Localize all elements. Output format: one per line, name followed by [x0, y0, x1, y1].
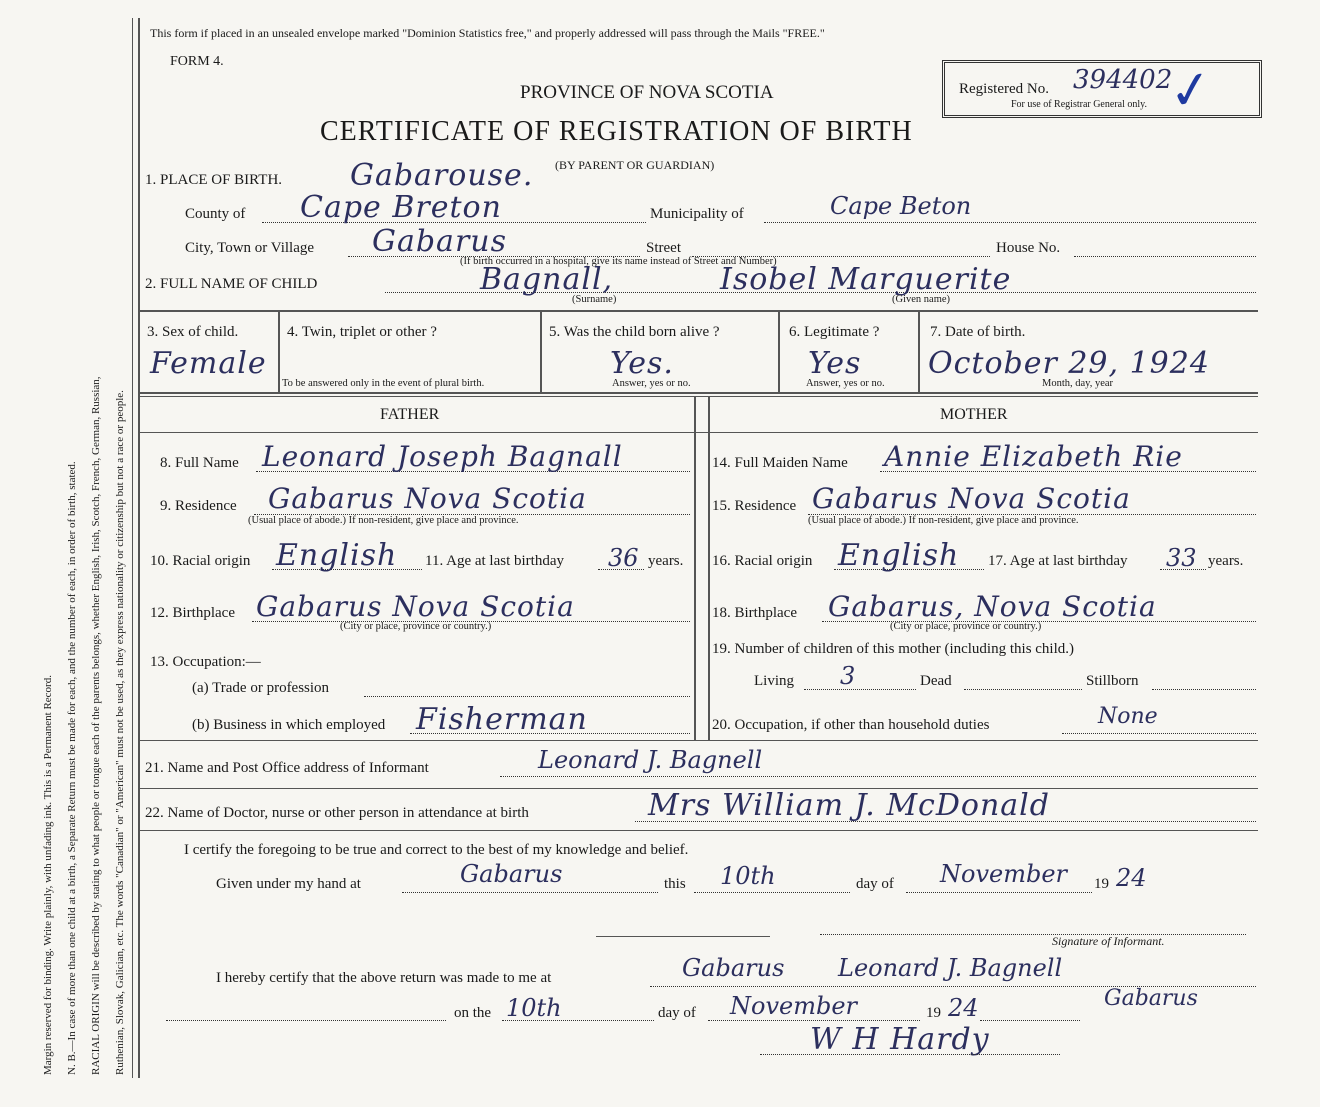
father-racial-label: 10. Racial origin — [150, 553, 251, 569]
given-name-note: (Given name) — [892, 294, 951, 305]
municipality-value: Cape Beton — [830, 192, 972, 220]
legitimate-label: 6. Legitimate ? — [789, 324, 880, 340]
this-label: this — [664, 876, 686, 892]
registered-box — [942, 58, 1262, 124]
child-name-label: 2. FULL NAME OF CHILD — [145, 276, 318, 292]
margin-note-1: Margin reserved for binding. Write plainly, with unfading ink. This is a Permanent Record. — [42, 675, 54, 1075]
dead-label: Dead — [920, 673, 952, 689]
county-label: County of — [185, 206, 246, 222]
mother-occupation-value: None — [1098, 704, 1158, 729]
legitimate-note: Answer, yes or no. — [806, 378, 885, 389]
mother-name-label: 14. Full Maiden Name — [712, 455, 848, 471]
father-birthplace-note: (City or place, province or country.) — [340, 621, 492, 632]
mother-age-value: 33 — [1166, 544, 1197, 572]
city-label: City, Town or Village — [185, 240, 315, 256]
year-value-2: 24 — [948, 994, 979, 1022]
subtitle: (BY PARENT OR GUARDIAN) — [555, 158, 715, 172]
child-surname: Bagnall, — [480, 262, 614, 297]
city-value: Gabarus — [372, 224, 507, 259]
day-of-label: day of — [856, 876, 894, 892]
mother-racial-label: 16. Racial origin — [712, 553, 813, 569]
father-residence-note: (Usual place of abode.) If non-resident, give place and province. — [248, 515, 519, 526]
form-number: FORM 4. — [170, 54, 224, 69]
sex-label: 3. Sex of child. — [147, 324, 239, 340]
informant-signature: Leonard J. Bagnell — [838, 954, 1063, 982]
living-value: 3 — [840, 662, 856, 690]
stillborn-label: Stillborn — [1086, 673, 1139, 689]
return-label: I hereby certify that the above return was made to me at — [216, 970, 552, 986]
page-title: CERTIFICATE OF REGISTRATION OF BIRTH — [320, 116, 913, 147]
informant-label: 21. Name and Post Office address of Informant — [145, 760, 429, 776]
father-years-label: years. — [648, 553, 684, 569]
registrar-note: For use of Registrar General only. — [1011, 99, 1147, 110]
informant-value: Leonard J. Bagnell — [538, 746, 763, 774]
father-heading: FATHER — [380, 406, 440, 423]
margin-note-2: N. B.—In case of more than one child at a birth, a Separate Return must be made for each, and the number of each, in order of birth, stated. — [66, 461, 78, 1075]
sex-value: Female — [150, 346, 267, 381]
doctor-label: 22. Name of Doctor, nurse or other person in attendance at birth — [145, 805, 529, 821]
mother-residence-label: 15. Residence — [712, 498, 797, 514]
children-count-label: 19. Number of children of this mother (including this child.) — [712, 641, 1075, 657]
father-birthplace-label: 12. Birthplace — [150, 605, 235, 621]
child-given-name: Isobel Marguerite — [720, 262, 1012, 297]
father-name-value: Leonard Joseph Bagnall — [262, 440, 623, 473]
alive-note: Answer, yes or no. — [612, 378, 691, 389]
mother-name-value: Annie Elizabeth Rie — [884, 440, 1183, 473]
father-racial-value: English — [276, 538, 398, 573]
dob-label: 7. Date of birth. — [930, 324, 1026, 340]
twin-label: 4. Twin, triplet or other ? — [287, 324, 437, 340]
dob-value: October 29, 1924 — [928, 346, 1210, 381]
occupation-label: 13. Occupation:— — [150, 654, 261, 670]
place-signature: Gabarus — [1104, 986, 1198, 1011]
dob-note: Month, day, year — [1042, 378, 1114, 389]
on-day-value: 10th — [506, 994, 562, 1022]
given-at-label: Given under my hand at — [216, 876, 361, 892]
mother-age-label: 17. Age at last birthday — [988, 553, 1128, 569]
mail-notice: This form if placed in an unsealed envelope marked "Dominion Statistics free," and properly addressed will pass through the Mails "FREE." — [150, 26, 825, 40]
checkmark-icon: ✓ — [1165, 58, 1217, 124]
mother-birthplace-note: (City or place, province or country.) — [890, 621, 1042, 632]
month-value: November — [940, 860, 1068, 888]
father-age-value: 36 — [608, 544, 639, 572]
given-at-place: Gabarus — [460, 860, 563, 888]
place-of-birth-value: Gabarouse. — [350, 158, 534, 193]
mother-residence-note: (Usual place of abode.) If non-resident, give place and province. — [808, 515, 1079, 526]
registrar-signature: W H Hardy — [810, 1022, 990, 1057]
signature-label: Signature of Informant. — [1052, 934, 1165, 948]
surname-note: (Surname) — [572, 294, 617, 305]
mother-occupation-label: 20. Occupation, if other than household duties — [712, 717, 990, 733]
place-of-birth-label: 1. PLACE OF BIRTH. — [145, 172, 283, 188]
father-residence-value: Gabarus Nova Scotia — [268, 482, 587, 515]
year-prefix-2: 19 — [926, 1005, 941, 1021]
father-residence-label: 9. Residence — [160, 498, 237, 514]
registered-number: 394402 — [1073, 65, 1173, 95]
registered-label: Registered No. — [959, 81, 1049, 97]
month-value-2: November — [730, 992, 858, 1020]
street-label: Street — [646, 240, 681, 256]
mother-birthplace-value: Gabarus, Nova Scotia — [828, 590, 1157, 623]
return-place: Gabarus — [682, 954, 785, 982]
father-age-label: 11. Age at last birthday — [425, 553, 564, 569]
father-name-label: 8. Full Name — [160, 455, 239, 471]
mother-residence-value: Gabarus Nova Scotia — [812, 482, 1131, 515]
margin-note-3: RACIAL ORIGIN will be described by stating to what people or tongue each of the parents belongs, whether English, Irish, Scotch, French, German, Russian, — [90, 376, 102, 1075]
year-prefix: 19 — [1094, 876, 1109, 892]
province-heading: PROVINCE OF NOVA SCOTIA — [520, 82, 774, 103]
business-value: Fisherman — [416, 702, 588, 737]
legitimate-value: Yes — [808, 346, 862, 381]
father-birthplace-value: Gabarus Nova Scotia — [256, 590, 575, 623]
mother-racial-value: English — [838, 538, 960, 573]
on-the-label: on the — [454, 1005, 492, 1021]
doctor-value: Mrs William J. McDonald — [648, 788, 1050, 823]
trade-label: (a) Trade or profession — [192, 680, 330, 696]
hospital-note: (If birth occurred in a hospital, give its name instead of Street and Number) — [460, 256, 777, 267]
twin-note: To be answered only in the event of plural birth. — [282, 378, 485, 389]
municipality-label: Municipality of — [650, 206, 744, 222]
margin-note-4: Ruthenian, Slovak, Galician, etc. The words "Canadian" or "American" must not be used, as they express nationality or citizenship but not a race or people. — [114, 390, 126, 1075]
county-value: Cape Breton — [300, 190, 502, 225]
year-value: 24 — [1116, 864, 1147, 892]
this-day-value: 10th — [720, 862, 776, 890]
alive-value: Yes. — [610, 346, 674, 381]
certify-statement: I certify the foregoing to be true and correct to the best of my knowledge and belief. — [184, 842, 689, 858]
day-of-label-2: day of — [658, 1005, 696, 1021]
alive-label: 5. Was the child born alive ? — [549, 324, 720, 340]
mother-heading: MOTHER — [940, 406, 1008, 423]
mother-birthplace-label: 18. Birthplace — [712, 605, 797, 621]
business-label: (b) Business in which employed — [192, 717, 386, 733]
house-number-label: House No. — [996, 240, 1061, 256]
living-label: Living — [754, 673, 794, 689]
mother-years-label: years. — [1208, 553, 1244, 569]
